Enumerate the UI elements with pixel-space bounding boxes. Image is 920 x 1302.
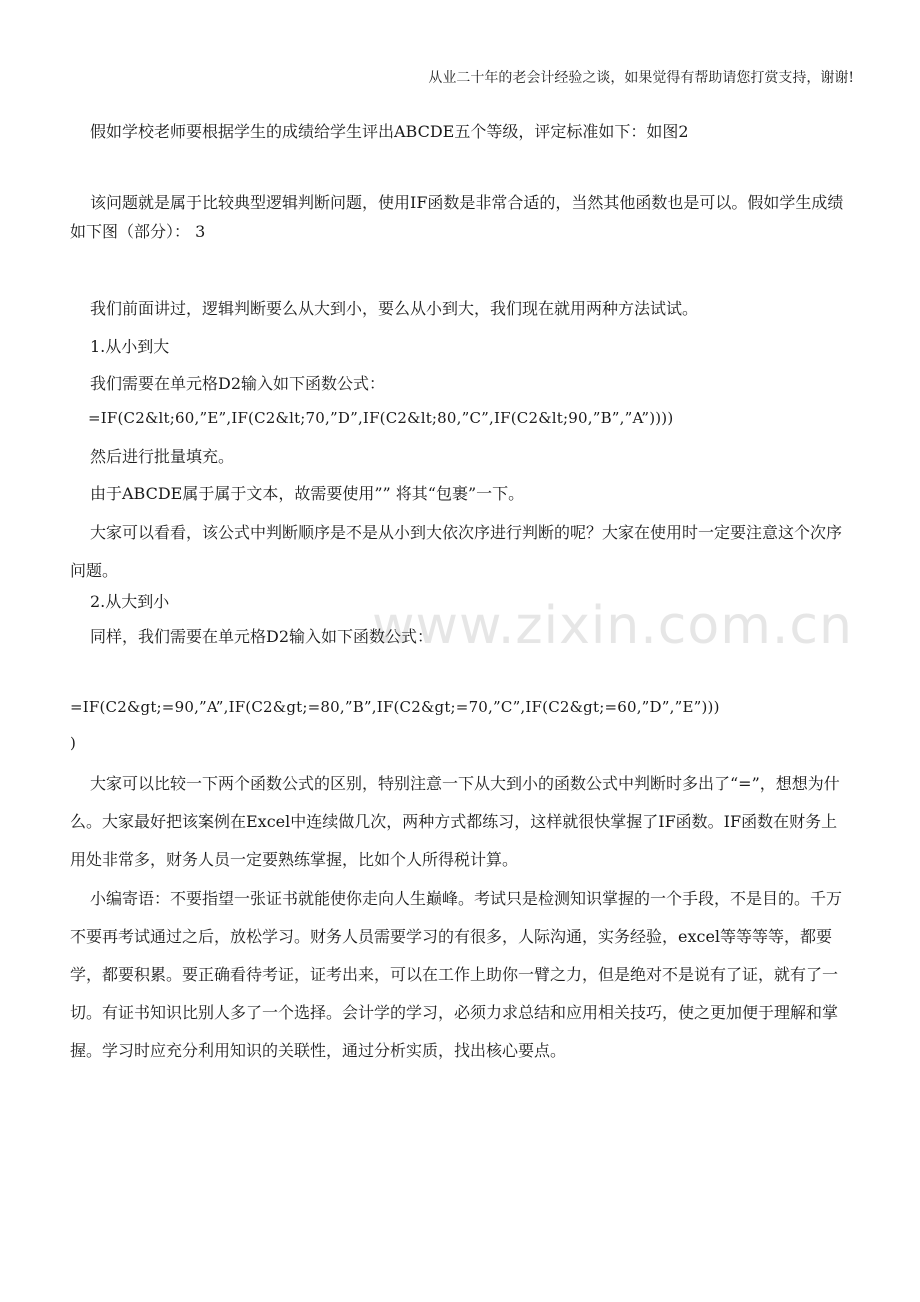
paragraph-batch-fill: 然后进行批量填充。 — [90, 447, 235, 466]
paragraph-compare-formulas: 大家可以比较一下两个函数公式的区别，特别注意一下从大到小的函数公式中判断时多出了“=”，想想为什么。大家最好把该案例在Excel中连续做几次，两种方式都练习，这样就很快掌握了IF函数。IF函数在财务上用处非常多，财务人员一定要熟练掌握，比如个人所得税计算。 — [70, 774, 840, 869]
paragraph-text-quotes: 由于ABCDE属于属于文本，故需要使用”” 将其“包裹”一下。 — [90, 484, 525, 503]
formula-large-to-small: =IF(C2&gt;=90,”A”,IF(C2&gt;=80,”B”,IF(C2&gt;=70,”C”,IF(C2&gt;=60,”D”,”E”))) — [70, 698, 720, 716]
paragraph-order-note: 大家可以看看，该公式中判断顺序是不是从小到大依次序进行判断的呢？大家在使用时一定要注意这个次序问题。 — [70, 523, 843, 580]
section-heading-large-to-small: 2.从大到小 — [90, 592, 170, 611]
section-heading-small-to-large: 1.从小到大 — [90, 337, 170, 356]
page-header-note: 从业二十年的老会计经验之谈，如果觉得有帮助请您打赏支持，谢谢! — [428, 70, 854, 86]
paragraph-enter-formula-1: 我们需要在单元格D2输入如下函数公式： — [90, 374, 386, 393]
watermark: www.zixin.com.cn — [372, 596, 853, 656]
paragraph-intro: 假如学校老师要根据学生的成绩给学生评出ABCDE五个等级，评定标准如下：如图2 — [90, 122, 689, 141]
paragraph-enter-formula-2: 同样，我们需要在单元格D2输入如下函数公式： — [90, 627, 434, 646]
paragraph-editor-note: 小编寄语：不要指望一张证书就能使你走向人生巅峰。考试只是检测知识掌握的一个手段，不是目的。千万不要再考试通过之后，放松学习。财务人员需要学习的有很多，人际沟通，实务经验，excel等等等等，都要学，都要积累。要正确看待考证，证考出来，可以在工作上助你一臂之力，但是绝对不是说有了证，就有了一切。有证书知识比别人多了一个选择。会计学的学习，必须力求总结和应用相关技巧，使之更加便于理解和掌握。学习时应充分利用知识的关联性，通过分析实质，找出核心要点。 — [70, 889, 843, 1060]
paragraph-problem: 该问题就是属于比较典型逻辑判断问题，使用IF函数是非常合适的，当然其他函数也是可以。假如学生成绩如下图（部分）： 3 — [70, 193, 844, 241]
formula-large-to-small-continuation: ) — [70, 734, 77, 752]
formula-small-to-large: =IF(C2&lt;60,”E”,IF(C2&lt;70,”D”,IF(C2&lt;80,”C”,IF(C2&lt;90,”B”,”A”)))) — [88, 409, 674, 427]
paragraph-methods: 我们前面讲过，逻辑判断要么从大到小，要么从小到大，我们现在就用两种方法试试。 — [90, 299, 699, 318]
